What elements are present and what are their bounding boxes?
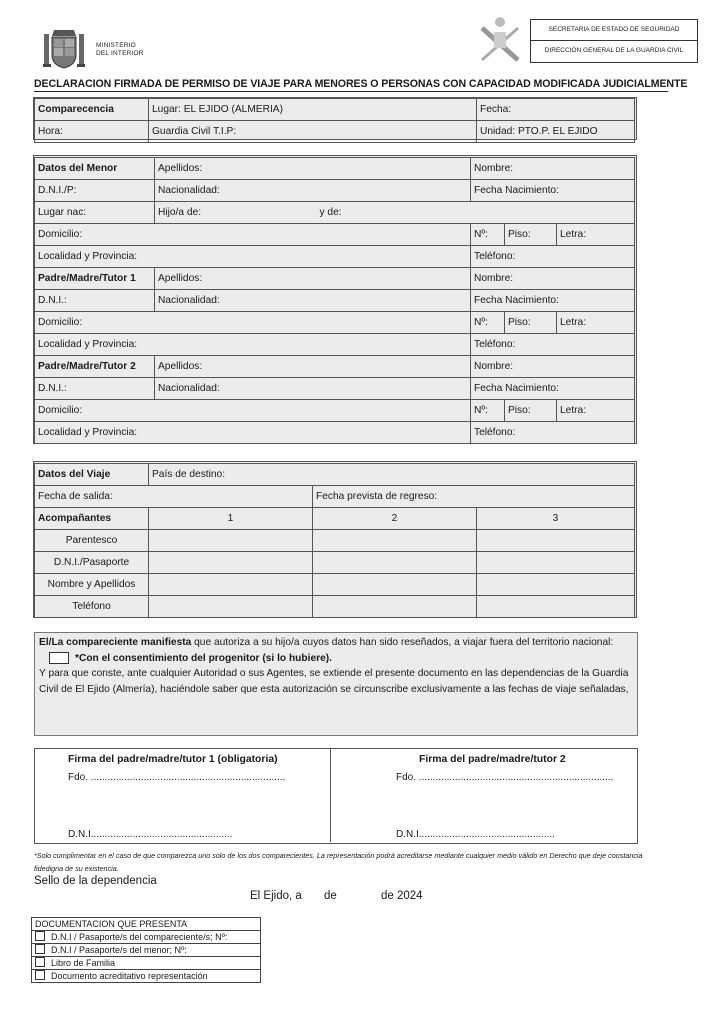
menor-label: Datos del Menor xyxy=(35,158,155,180)
tutor1-nacionalidad-field[interactable]: Nacionalidad: xyxy=(155,290,471,312)
dni-pasaporte-label: D.N.I./Pasaporte xyxy=(35,552,149,574)
menor-telefono-field[interactable]: Teléfono: xyxy=(471,246,635,268)
tutor2-piso-field[interactable]: Piso: xyxy=(505,400,557,422)
tutor1-piso-field[interactable]: Piso: xyxy=(505,312,557,334)
pais-destino-field[interactable]: País de destino: xyxy=(149,464,635,486)
menor-nombre-field[interactable]: Nombre: xyxy=(471,158,635,180)
fecha-regreso-field[interactable]: Fecha prevista de regreso: xyxy=(313,486,635,508)
menor-nacionalidad-field[interactable]: Nacionalidad: xyxy=(155,180,471,202)
tutor1-num-field[interactable]: Nº: xyxy=(471,312,505,334)
nombre-apellidos-3-field[interactable] xyxy=(477,574,635,596)
fdo-1-field[interactable]: Fdo. ...................................................................... xyxy=(68,772,286,783)
tutor2-dni-field[interactable]: D.N.I.: xyxy=(35,378,155,400)
tutor1-nombre-field[interactable]: Nombre: xyxy=(471,268,635,290)
consent-line xyxy=(35,651,637,667)
signature-title-2: Firma del padre/madre/tutor 2 xyxy=(419,754,566,765)
year-label: de 2024 xyxy=(381,890,423,902)
acompanante-col-1: 1 xyxy=(149,508,313,530)
nombre-apellidos-1-field[interactable] xyxy=(149,574,313,596)
menor-y-de-field[interactable]: y de: xyxy=(317,202,635,224)
tutor1-localidad-field[interactable]: Localidad y Provincia: xyxy=(35,334,471,356)
tutor2-apellidos-field[interactable]: Apellidos: xyxy=(155,356,471,378)
tutor2-nacionalidad-field[interactable]: Nacionalidad: xyxy=(155,378,471,400)
tutor2-num-field[interactable]: Nº: xyxy=(471,400,505,422)
menor-num-field[interactable]: Nº: xyxy=(471,224,505,246)
menor-domicilio-field[interactable]: Domicilio: xyxy=(35,224,471,246)
acompanantes-label: Acompañantes xyxy=(35,508,149,530)
checkbox-icon[interactable] xyxy=(35,970,45,980)
tutor2-localidad-field[interactable]: Localidad y Provincia: xyxy=(35,422,471,444)
dni-pasaporte-3-field[interactable] xyxy=(477,552,635,574)
doc-item-label: Libro de Familia xyxy=(51,958,116,968)
dni-pasaporte-2-field[interactable] xyxy=(313,552,477,574)
fecha-salida-field[interactable]: Fecha de salida: xyxy=(35,486,313,508)
nombre-apellidos-label: Nombre y Apellidos xyxy=(35,574,149,596)
doc-item-label: D.N.I / Pasaporte/s del menor; Nº: xyxy=(51,945,187,955)
viaje-label: Datos del Viaje xyxy=(35,464,149,486)
dni-2-field[interactable]: D.N.I................................................. xyxy=(396,829,555,840)
tutor1-label: Padre/Madre/Tutor 1 xyxy=(35,268,155,290)
checkbox-icon[interactable] xyxy=(35,957,45,967)
doc-item-dni-compareciente[interactable] xyxy=(32,931,260,944)
documentacion-title: DOCUMENTACION QUE PRESENTA xyxy=(32,918,260,931)
tutor2-label: Padre/Madre/Tutor 2 xyxy=(35,356,155,378)
tutor1-telefono-field[interactable]: Teléfono: xyxy=(471,334,635,356)
declaration-text-2: Y para que conste, ante cualquier Autoridad o sus Agentes, se extiende el presente documento en las dependencias de la Guardia Civil de El Ejido (Almería), haciéndole saber que esta autorización se circunscribe exclusivamente a las fechas de viaje señaladas, xyxy=(39,668,629,695)
consent-text: *Con el consentimiento del progenitor (si lo hubiere). xyxy=(75,652,332,664)
doc-item-label: Documento acreditativo representación xyxy=(51,971,208,981)
doc-item-libro-familia[interactable] xyxy=(32,957,260,970)
coat-of-arms-icon xyxy=(40,24,88,72)
ministry-name xyxy=(96,42,144,58)
month-de-label: de xyxy=(324,890,337,902)
viaje-table xyxy=(34,463,635,618)
tutor2-domicilio-field[interactable]: Domicilio: xyxy=(35,400,471,422)
menor-apellidos-field[interactable]: Apellidos: xyxy=(155,158,471,180)
declaration-box xyxy=(34,632,638,736)
menor-localidad-field[interactable]: Localidad y Provincia: xyxy=(35,246,471,268)
menor-letra-field[interactable]: Letra: xyxy=(557,224,635,246)
tutor1-apellidos-field[interactable]: Apellidos: xyxy=(155,268,471,290)
checkbox-icon[interactable] xyxy=(35,944,45,954)
document-title: DECLARACION FIRMADA DE PERMISO DE VIAJE PARA MENORES O PERSONAS CON CAPACIDAD MODIFICADA JUDICIALMENTE xyxy=(34,78,688,90)
declaration-intro xyxy=(35,635,637,651)
telefono-acomp-label: Teléfono xyxy=(35,596,149,618)
fecha-field[interactable]: Fecha: xyxy=(477,99,635,121)
org-line-1: SECRETARIA DE ESTADO DE SEGURIDAD xyxy=(548,26,680,33)
personal-data-table xyxy=(34,157,635,444)
acompanante-col-2: 2 xyxy=(313,508,477,530)
title-underline xyxy=(34,91,668,92)
tutor1-letra-field[interactable]: Letra: xyxy=(557,312,635,334)
tutor2-letra-field[interactable]: Letra: xyxy=(557,400,635,422)
dni-pasaporte-1-field[interactable] xyxy=(149,552,313,574)
tutor1-dni-field[interactable]: D.N.I.: xyxy=(35,290,155,312)
place-label: El Ejido, a xyxy=(250,890,302,902)
dni-1-field[interactable]: D.N.I................................................... xyxy=(68,829,233,840)
menor-lugar-nac-field[interactable]: Lugar nac: xyxy=(35,202,155,224)
doc-item-representacion[interactable] xyxy=(32,970,260,982)
doc-item-label: D.N.I / Pasaporte/s del compareciente/s; Nº: xyxy=(51,932,228,942)
organization-box xyxy=(530,19,698,63)
tutor2-telefono-field[interactable]: Teléfono: xyxy=(471,422,635,444)
telefono-acomp-1-field[interactable] xyxy=(149,596,313,618)
tutor2-fecha-nac-field[interactable]: Fecha Nacimiento: xyxy=(471,378,635,400)
lugar-field[interactable]: Lugar: EL EJIDO (ALMERIA) xyxy=(149,99,477,121)
guardia-civil-emblem-icon xyxy=(474,14,526,66)
tutor1-fecha-nac-field[interactable]: Fecha Nacimiento: xyxy=(471,290,635,312)
fdo-2-field[interactable]: Fdo. ...................................................................... xyxy=(396,772,614,783)
comparecencia-table xyxy=(34,98,635,143)
unidad-field[interactable]: Unidad: PTO.P. EL EJIDO xyxy=(477,121,635,143)
acompanante-col-3: 3 xyxy=(477,508,635,530)
hora-field[interactable]: Hora: xyxy=(35,121,149,143)
doc-item-dni-menor[interactable] xyxy=(32,944,260,957)
comparecencia-label: Comparecencia xyxy=(35,99,149,121)
ministry-line-1: MINISTERIO xyxy=(96,42,136,49)
declaration-bold: El/La compareciente manifiesta xyxy=(39,637,192,648)
menor-dni-field[interactable]: D.N.I./P: xyxy=(35,180,155,202)
documentacion-box xyxy=(31,917,261,983)
parentesco-1-field[interactable] xyxy=(149,530,313,552)
menor-fecha-nac-field[interactable]: Fecha Nacimiento: xyxy=(471,180,635,202)
guardia-tip-field[interactable]: Guardia Civil T.I.P: xyxy=(149,121,477,143)
footnote: *Solo cumplimentar en el caso de que comparezca uno solo de los dos comparecientes. La representación podrá acreditarse mediante cualquier medio válido en Derecho que deje constancia fidedigna de su existencia. xyxy=(34,851,643,873)
menor-hijo-de-field[interactable]: Hijo/a de: xyxy=(155,202,317,224)
menor-piso-field[interactable]: Piso: xyxy=(505,224,557,246)
telefono-acomp-3-field[interactable] xyxy=(477,596,635,618)
telefono-acomp-2-field[interactable] xyxy=(313,596,477,618)
nombre-apellidos-2-field[interactable] xyxy=(313,574,477,596)
parentesco-label: Parentesco xyxy=(35,530,149,552)
signature-title-1: Firma del padre/madre/tutor 1 (obligatoria) xyxy=(68,754,278,765)
signature-divider xyxy=(330,748,331,842)
consent-checkbox[interactable] xyxy=(49,652,69,664)
tutor1-domicilio-field[interactable]: Domicilio: xyxy=(35,312,471,334)
checkbox-icon[interactable] xyxy=(35,931,45,941)
sello-label: Sello de la dependencia xyxy=(34,875,157,887)
ministry-line-2: DEL INTERIOR xyxy=(96,50,144,57)
tutor2-nombre-field[interactable]: Nombre: xyxy=(471,356,635,378)
parentesco-2-field[interactable] xyxy=(313,530,477,552)
org-line-2: DIRECCIÓN GENERAL DE LA GUARDIA CIVIL xyxy=(531,40,697,61)
parentesco-3-field[interactable] xyxy=(477,530,635,552)
declaration-text-1: que autoriza a su hijo/a cuyos datos han sido reseñados, a viajar fuera del territorio nacional: xyxy=(191,637,614,648)
